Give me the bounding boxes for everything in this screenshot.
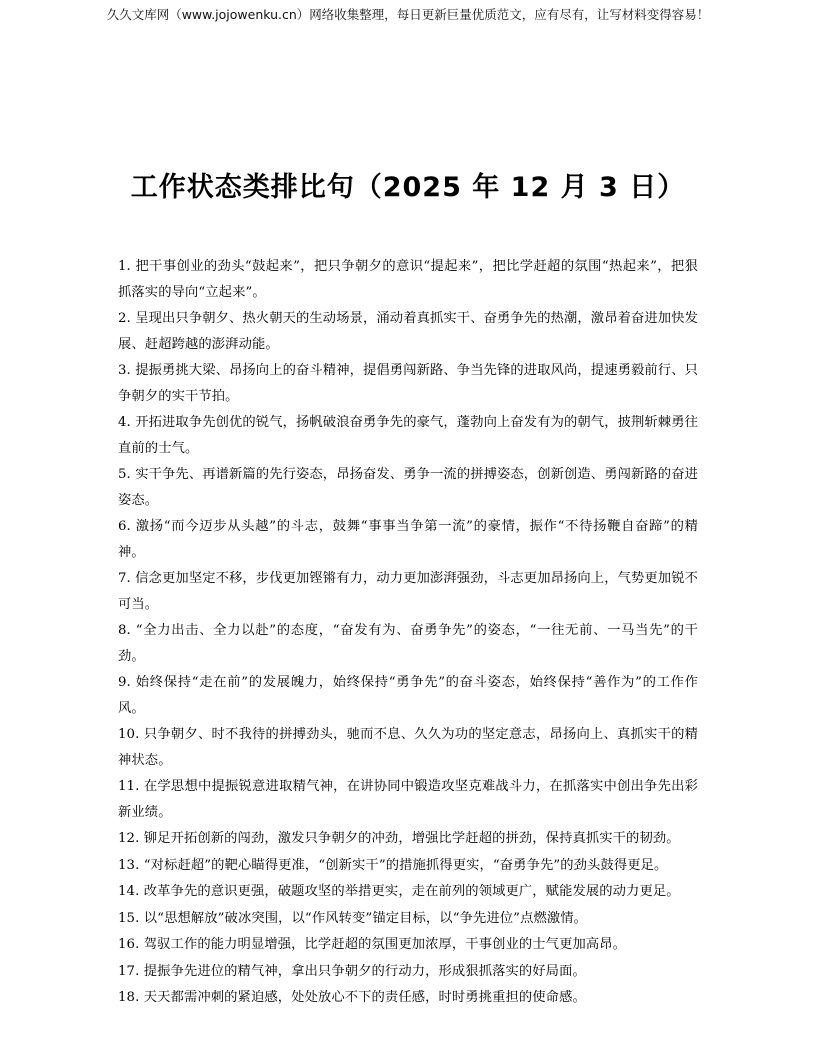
watermark-header: 久久文库网（www.jojowenku.cn）网络收集整理，每日更新巨量优质范文，应有尽有，让写材料变得容易！ xyxy=(106,7,710,22)
page-title: 工作状态类排比句（2025 年 12 月 3 日） xyxy=(130,172,686,204)
paragraph: 3. 提振勇挑大梁、昂扬向上的奋斗精神，提倡勇闯新路、争当先锋的进取风尚，提速勇毅前行、只争朝夕的实干节拍。 xyxy=(118,363,698,404)
paragraph: 1. 把干事创业的劲头“鼓起来”，把只争朝夕的意识“提起来”，把比学赶超的氛围“热起来”，把狠抓落实的导向“立起来”。 xyxy=(118,259,698,300)
paragraph: 13. “对标赶超”的靶心瞄得更准，“创新实干”的措施抓得更实，“奋勇争先”的劲头鼓得更足。 xyxy=(118,857,668,873)
paragraph: 4. 开拓进取争先创优的锐气，扬帆破浪奋勇争先的豪气，蓬勃向上奋发有为的朝气，披荆斩棘勇往直前的士气。 xyxy=(118,415,698,456)
paragraph: 5. 实干争先、再谱新篇的先行姿态，昂扬奋发、勇争一流的拼搏姿态，创新创造、勇闯新路的奋进姿态。 xyxy=(118,467,698,508)
document-body xyxy=(118,254,698,1012)
paragraph: 15. 以“思想解放”破冰突围，以“作风转变”锚定目标，以“争先进位”点燃激情。 xyxy=(118,910,588,926)
paragraph: 9. 始终保持“走在前”的发展魄力，始终保持“勇争先”的奋斗姿态，始终保持“善作为”的工作作风。 xyxy=(118,675,698,716)
paragraph: 18. 天天都需冲刺的紧迫感，处处放心不下的责任感，时时勇挑重担的使命感。 xyxy=(118,990,586,1005)
paragraph: 2. 呈现出只争朝夕、热火朝天的生动场景，涌动着真抓实干、奋勇争先的热潮，激昂着奋进加快发展、赶超跨越的澎湃动能。 xyxy=(118,311,698,352)
paragraph: 16. 驾驭工作的能力明显增强，比学赶超的氛围更加浓厚，干事创业的士气更加高昂。 xyxy=(118,937,627,952)
paragraph: 17. 提振争先进位的精气神，拿出只争朝夕的行动力，形成狠抓落实的好局面。 xyxy=(118,963,586,979)
paragraph: 8. “全力出击、全力以赴”的态度，“奋发有为、奋勇争先”的姿态，“一往无前、一马当先”的干劲。 xyxy=(118,623,698,664)
paragraph: 6. 激扬“而今迈步从头越”的斗志，鼓舞“事事当争第一流”的豪情，振作“不待扬鞭自奋蹄”的精神。 xyxy=(118,519,698,560)
paragraph: 11. 在学思想中提振锐意进取精气神，在讲协同中锻造攻坚克难战斗力，在抓落实中创出争先出彩新业绩。 xyxy=(118,779,698,820)
paragraph: 10. 只争朝夕、时不我待的拼搏劲头，驰而不息、久久为功的坚定意志，昂扬向上、真抓实干的精神状态。 xyxy=(118,727,698,768)
paragraph: 12. 铆足开拓创新的闯劲，激发只争朝夕的冲劲，增强比学赶超的拼劲，保持真抓实干的韧劲。 xyxy=(118,831,680,846)
paragraph: 7. 信念更加坚定不移，步伐更加铿锵有力，动力更加澎湃强劲，斗志更加昂扬向上，气势更加锐不可当。 xyxy=(118,571,698,612)
paragraph: 14. 改革争先的意识更强，破题攻坚的举措更实，走在前列的领域更广，赋能发展的动力更足。 xyxy=(118,884,680,899)
